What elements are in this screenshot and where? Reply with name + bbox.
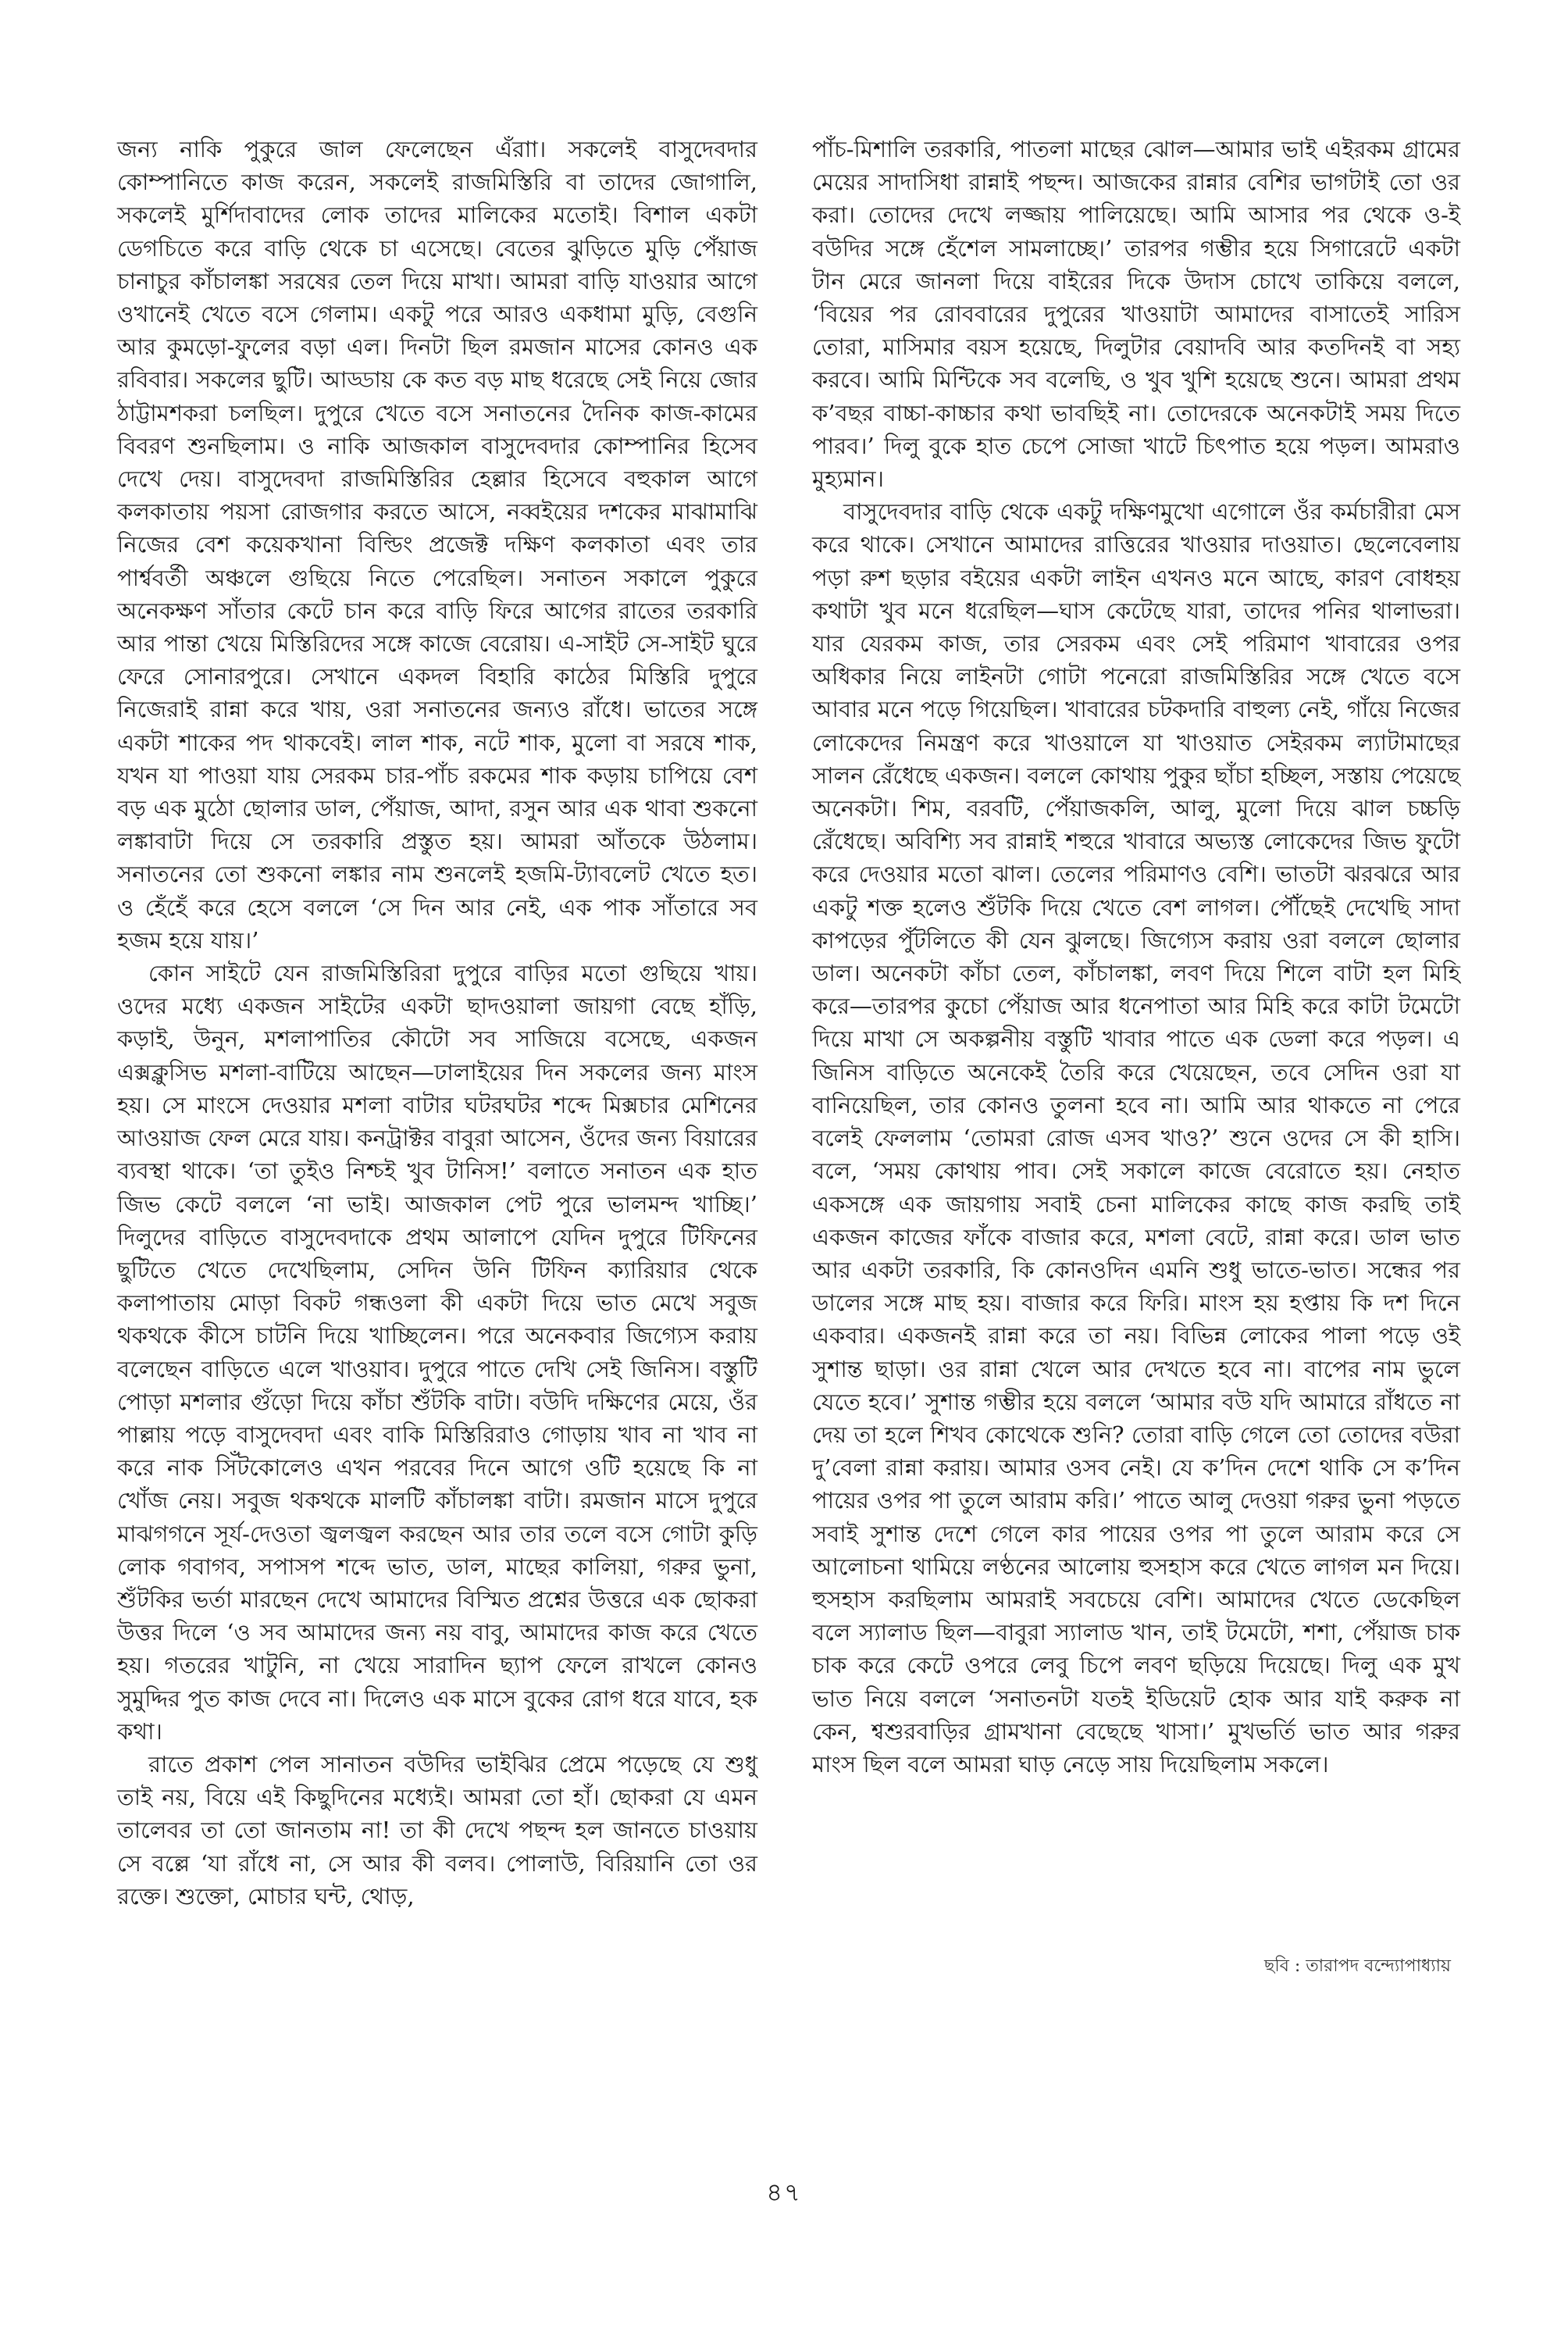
paragraph: রাতে প্রকাশ পেল সানাতন বউদির ভাইঝির প্রেমে পড়েছে যে শুধু তাই নয়, বিয়ে এই কিছুদিনের মধ্যেই। আমরা তো হাঁ। ছোকরা যে এমন তালেবর তা তো জানতাম না! তা কী দেখে পছন্দ হল জানতে চাওয়ায় সে বল্লে ‘যা রাঁধে না, সে আর কী বলব। পোলাউ, বিরিয়ানি তো ওর রক্তে। শুক্তো, মোচার ঘন্ট, থোড়, xyxy=(117,1750,757,1910)
page-number: ৪৭ xyxy=(766,2177,802,2207)
right-column xyxy=(812,133,1460,1781)
paragraph: বাসুদেবদার বাড়ি থেকে একটু দক্ষিণমুখো এগোলে ওঁর কর্মচারীরা মেস করে থাকে। সেখানে আমাদের রাত্তিরের খাওয়ার দাওয়াত। ছেলেবেলায় পড়া রুশ ছড়ার বইয়ের একটা লাইন এখনও মনে আছে, কারণ বোধহয় কথাটা খুব মনে ধরেছিল—ঘাস কেটেছে যারা, তাদের পনির থালাভরা। যার যেরকম কাজ, তার সেরকম এবং সেই পরিমাণ খাবারের ওপর অধিকার নিয়ে লাইনটা গোটা পনেরো রাজমিস্তিরির সঙ্গে খেতে বসে আবার মনে পড়ে গিয়েছিল। খাবারের চটকদারি বাহুল্য নেই, গাঁয়ে নিজের লোকেদের নিমন্ত্রণ করে খাওয়ালে যা খাওয়াত সেইরকম ল্যাটামাছের সালন রেঁধেছে একজন। বললে কোথায় পুকুর ছাঁচা হচ্ছিল, সস্তায় পেয়েছে অনেকটা। শিম, বরবটি, পেঁয়াজকলি, আলু, মুলো দিয়ে ঝাল চচ্চড়ি রেঁধেছে। অবিশ্যি সব রান্নাই শহুরে খাবারে অভ্যস্ত লোকেদের জিভ ফুটো করে দেওয়ার মতো ঝাল। তেলের পরিমাণও বেশি। ভাতটা ঝরঝরে আর একটু শক্ত হলেও শুঁটকি দিয়ে খেতে বেশ লাগল। পৌঁছেই দেখেছি সাদা কাপড়ের পুঁটলিতে কী যেন ঝুলছে। জিগ্যেস করায় ওরা বললে ছোলার ডাল। অনেকটা কাঁচা তেল, কাঁচালঙ্কা, লবণ দিয়ে শিলে বাটা হল মিহি করে—তারপর কুচো পেঁয়াজ আর ধনেপাতা আর মিহি করে কাটা টমেটো দিয়ে মাখা সে অকল্পনীয় বস্তুটি খাবার পাতে এক ডেলা করে পড়ল। এ জিনিস বাড়িতে অনেকেই তৈরি করে খেয়েছেন, তবে সেদিন ওরা যা বানিয়েছিল, তার কোনও তুলনা হবে না। আমি আর থাকতে না পেরে বলেই ফেললাম ‘তোমরা রোজ এসব খাও?’ শুনে ওদের সে কী হাসি। বলে, ‘সময় কোথায় পাব। সেই সকালে কাজে বেরোতে হয়। নেহাত একসঙ্গে এক জায়গায় সবাই চেনা মালিকের কাছে কাজ করছি তাই একজন কাজের ফাঁকে বাজার করে, মশলা বেটে, রান্না করে। ডাল ভাত আর একটা তরকারি, কি কোনওদিন এমনি শুধু ভাতে-ভাত। সন্ধের পর ডালের সঙ্গে মাছ হয়। বাজার করে ফিরি। মাংস হয় হপ্তায় কি দশ দিনে একবার। একজনই রান্না করে তা নয়। বিভিন্ন লোকের পালা পড়ে ওই সুশান্ত ছাড়া। ওর রান্না খেলে আর দেখতে হবে না। বাপের নাম ভুলে যেতে হবে।’ সুশান্ত গম্ভীর হয়ে বললে ‘আমার বউ যদি আমারে রাঁধতে না দেয় তা হলে শিখব কোথেকে শুনি? তোরা বাড়ি গেলে তো তোদের বউরা দু’বেলা রান্না করায়। আমার ওসব নেই। যে ক’দিন দেশে থাকি সে ক’দিন পায়ের ওপর পা তুলে আরাম করি।’ পাতে আলু দেওয়া গরুর ভুনা পড়তে সবাই সুশান্ত দেশে গেলে কার পায়ের ওপর পা তুলে আরাম করে সে আলোচনা থামিয়ে লণ্ঠনের আলোয় হুসহাস করে খেতে লাগল মন দিয়ে। হুসহাস করছিলাম আমরাই সবচেয়ে বেশি। আমাদের খেতে ডেকেছিল বলে স্যালাড ছিল—বাবুরা স্যালাড খান, তাই টমেটো, শশা, পেঁয়াজ চাক চাক করে কেটে ওপরে লেবু চিপে লবণ ছড়িয়ে দিয়েছে। দিলু এক মুখ ভাত নিয়ে বললে ‘সনাতনটা যতই ইডিয়েট হোক আর যাই করুক না কেন, শ্বশুরবাড়ির গ্রামখানা বেছেছে খাসা।’ মুখভর্তি ভাত আর গরুর মাংস ছিল বলে আমরা ঘাড় নেড়ে সায় দিয়েছিলাম সকলে। xyxy=(812,498,1460,1778)
photo-credit: ছবি : তারাপদ বন্দ্যোপাধ্যায় xyxy=(1264,1956,1451,1976)
paragraph: পাঁচ-মিশালি তরকারি, পাতলা মাছের ঝোল—আমার ভাই এইরকম গ্রামের মেয়ের সাদাসিধা রান্নাই পছন্দ। আজকের রান্নার বেশির ভাগটাই তো ওর করা। তোদের দেখে লজ্জায় পালিয়েছে। আমি আসার পর থেকে ও-ই বউদির সঙ্গে হেঁশেল সামলাচ্ছে।’ তারপর গম্ভীর হয়ে সিগারেটে একটা টান মেরে জানলা দিয়ে বাইরের দিকে উদাস চোখে তাকিয়ে বললে, ‘বিয়ের পর রোববারের দুপুরের খাওয়াটা আমাদের বাসাতেই সারিস তোরা, মাসিমার বয়স হয়েছে, দিলুটার বেয়াদবি আর কতদিনই বা সহ্য করবে। আমি মিন্টিকে সব বলেছি, ও খুব খুশি হয়েছে শুনে। আমরা প্রথম ক’বছর বাচ্চা-কাচ্চার কথা ভাবছিই না। তোদেরকে অনেকটাই সময় দিতে পারব।’ দিলু বুকে হাত চেপে সোজা খাটে চিৎপাত হয়ে পড়ল। আমরাও মুহ্যমান। xyxy=(812,136,1460,493)
left-column xyxy=(117,133,757,1913)
paragraph: জন্য নাকি পুকুরে জাল ফেলেছেন এঁরাা। সকলেই বাসুদেবদার কোম্পানিতে কাজ করেন, সকলেই রাজমিস্তিরি বা তাদের জোগালি, সকলেই মুর্শিদাবাদের লোক তাদের মালিকের মতোই। বিশাল একটা ডেগচিতে করে বাড়ি থেকে চা এসেছে। বেতের ঝুড়িতে মুড়ি পেঁয়াজ চানাচুর কাঁচালঙ্কা সরষের তেল দিয়ে মাখা। আমরা বাড়ি যাওয়ার আগে ওখানেই খেতে বসে গেলাম। একটু পরে আরও একধামা মুড়ি, বেগুনি আর কুমড়ো-ফুলের বড়া এল। দিনটা ছিল রমজান মাসের কোনও এক রবিবার। সকলের ছুটি। আড্ডায় কে কত বড় মাছ ধরেছে সেই নিয়ে জোর ঠাট্টামশকরা চলছিল। দুপুরে খেতে বসে সনাতনের দৈনিক কাজ-কামের বিবরণ শুনছিলাম। ও নাকি আজকাল বাসুদেবদার কোম্পানির হিসেব দেখে দেয়। বাসুদেবদা রাজমিস্তিরির হেল্লার হিসেবে বহুকাল আগে কলকাতায় পয়সা রোজগার করতে আসে, নব্বইয়ের দশকের মাঝামাঝি নিজের বেশ কয়েকখানা বিল্ডিং প্রজেক্ট দক্ষিণ কলকাতা এবং তার পার্শ্ববর্তী অঞ্চলে গুছিয়ে নিতে পেরেছিল। সনাতন সকালে পুকুরে অনেকক্ষণ সাঁতার কেটে চান করে বাড়ি ফিরে আগের রাতের তরকারি আর পান্তা খেয়ে মিস্তিরিদের সঙ্গে কাজে বেরোয়। এ-সাইট সে-সাইট ঘুরে ফেরে সোনারপুরে। সেখানে একদল বিহারি কাঠের মিস্তিরি দুপুরে নিজেরাই রান্না করে খায়, ওরা সনাতনের জন্যও রাঁধে। ভাতের সঙ্গে একটা শাকের পদ থাকবেই। লাল শাক, নটে শাক, মুলো বা সরষে শাক, যখন যা পাওয়া যায় সেরকম চার-পাঁচ রকমের শাক কড়ায় চাপিয়ে বেশ বড় এক মুঠো ছোলার ডাল, পেঁয়াজ, আদা, রসুন আর এক থাবা শুকনো লঙ্কাবাটা দিয়ে সে তরকারি প্রস্তুত হয়। আমরা আঁতকে উঠলাম। সনাতনের তো শুকনো লঙ্কার নাম শুনলেই হজমি-ট্যাবলেট খেতে হত। ও হেঁহেঁ করে হেসে বললে ‘সে দিন আর নেই, এক পাক সাঁতারে সব হজম হয়ে যায়।’ xyxy=(117,136,757,954)
paragraph: কোন সাইটে যেন রাজমিস্তিরিরা দুপুরে বাড়ির মতো গুছিয়ে খায়। ওদের মধ্যে একজন সাইটের একটা ছাদওয়ালা জায়গা বেছে হাঁড়ি, কড়াই, উনুন, মশলাপাতির কৌটো সব সাজিয়ে বসেছে, একজন এক্সক্লুসিভ মশলা-বাটিয়ে আছেন—ঢালাইয়ের দিন সকলের জন্য মাংস হয়। সে মাংসে দেওয়ার মশলা বাটার ঘটরঘটর শব্দে মিক্সচার মেশিনের আওয়াজ ফেল মেরে যায়। কনট্রাক্টর বাবুরা আসেন, ওঁদের জন্য বিয়ারের ব্যবস্থা থাকে। ‘তা তুইও নিশ্চই খুব টানিস!’ বলাতে সনাতন এক হাত জিভ কেটে বললে ‘না ভাই। আজকাল পেট পুরে ভালমন্দ খাচ্ছি।’ দিলুদের বাড়িতে বাসুদেবদাকে প্রথম আলাপে যেদিন দুপুরে টিফিনের ছুটিতে খেতে দেখেছিলাম, সেদিন উনি টিফিন ক্যারিয়ার থেকে কলাপাতায় মোড়া বিকট গন্ধওলা কী একটা দিয়ে ভাত মেখে সবুজ থকথকে কীসে চাটনি দিয়ে খাচ্ছিলেন। পরে অনেকবার জিগ্যেস করায় বলেছেন বাড়িতে এলে খাওয়াব। দুপুরে পাতে দেখি সেই জিনিস। বস্তুটি পোড়া মশলার গুঁড়ো দিয়ে কাঁচা শুঁটকি বাটা। বউদি দক্ষিণের মেয়ে, ওঁর পাল্লায় পড়ে বাসুদেবদা এবং বাকি মিস্তিরিরাও গোড়ায় খাব না খাব না করে নাক সিঁটকোলেও এখন পরবের দিনে আগে ওটি হয়েছে কি না খোঁজ নেয়। সবুজ থকথকে মালটি কাঁচালঙ্কা বাটা। রমজান মাসে দুপুরে মাঝগগনে সূর্য-দেওতা জ্বলজ্বল করছেন আর তার তলে বসে গোটা কুড়ি লোক গবাগব, সপাসপ শব্দে ভাত, ডাল, মাছের কালিয়া, গরুর ভুনা, শুঁটকির ভর্তা মারছেন দেখে আমাদের বিস্মিত প্রশ্নের উত্তরে এক ছোকরা উত্তর দিলে ‘ও সব আমাদের জন্য নয় বাবু, আমাদের কাজ করে খেতে হয়। গতরের খাটুনি, না খেয়ে সারাদিন ছ্যাপ ফেলে রাখলে কোনও সুমুদ্দির পুত কাজ দেবে না। দিলেও এক মাসে বুকের রোগ ধরে যাবে, হক কথা। xyxy=(117,960,757,1745)
